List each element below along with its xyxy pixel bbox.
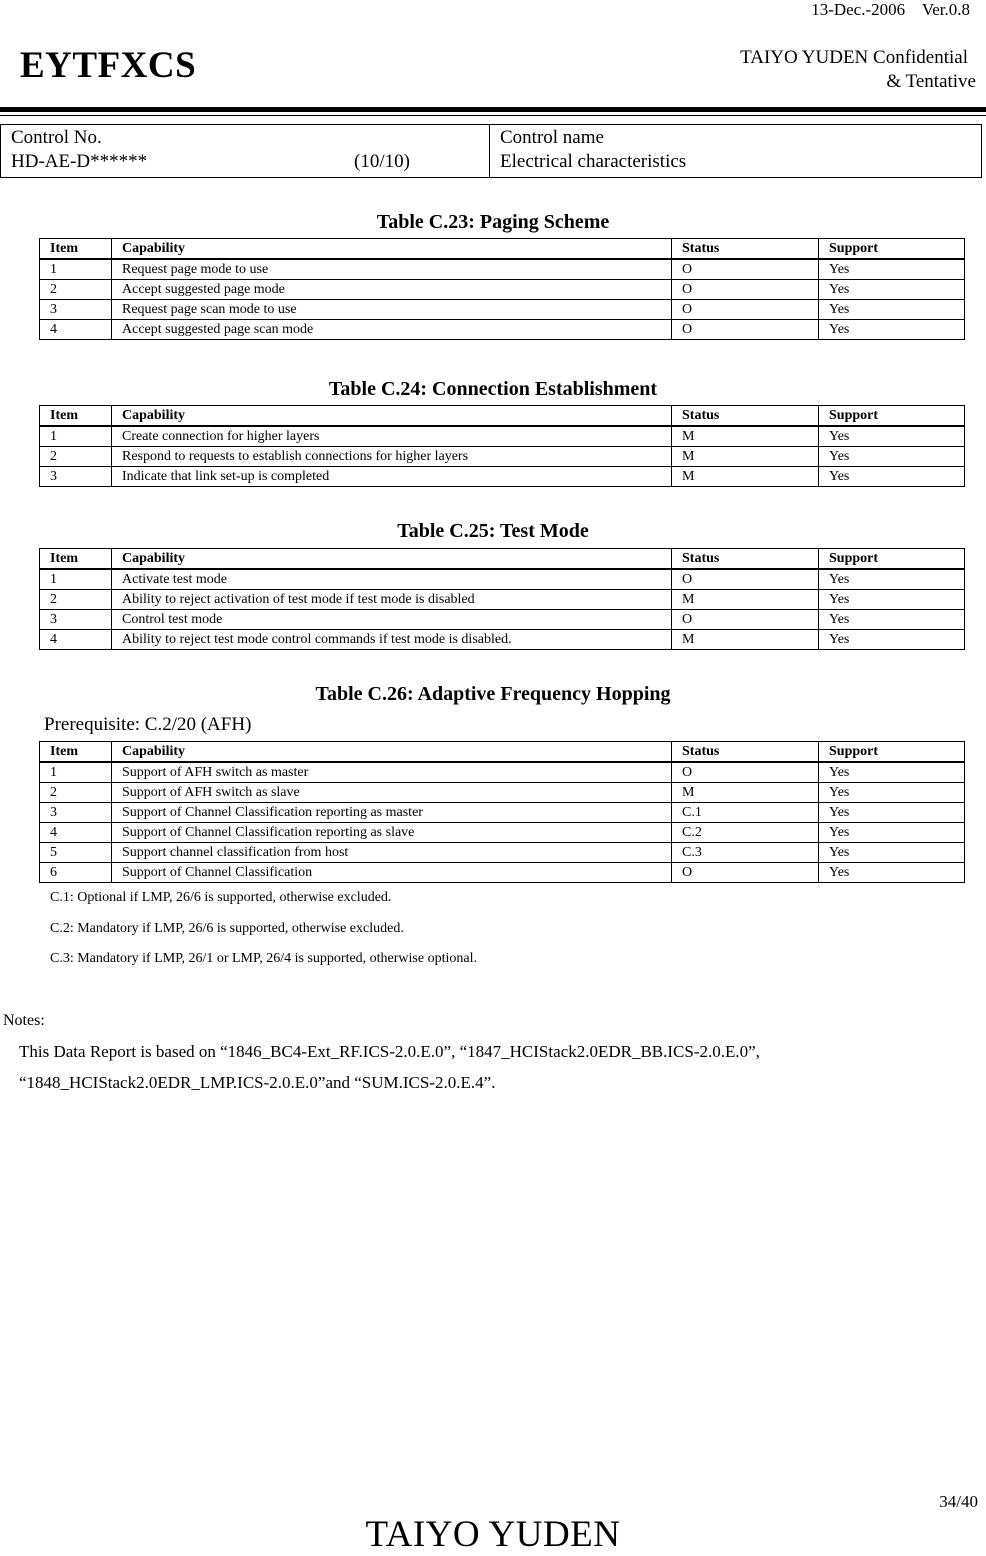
cell-support: Yes bbox=[819, 803, 965, 823]
cell-status: M bbox=[672, 447, 819, 467]
cell-item: 1 bbox=[40, 762, 112, 783]
table-c26-title: Table C.26: Adaptive Frequency Hopping bbox=[315, 683, 671, 705]
cell-capability: Support of AFH switch as slave bbox=[112, 783, 672, 803]
column-header-support: Support bbox=[819, 742, 965, 763]
cell-item: 4 bbox=[40, 630, 112, 650]
cell-capability: Support of Channel Classification reporting as master bbox=[112, 803, 672, 823]
table-c24-title: Table C.24: Connection Establishment bbox=[328, 378, 658, 400]
cell-status: O bbox=[672, 863, 819, 883]
cell-status: O bbox=[672, 259, 819, 280]
cell-status: O bbox=[672, 610, 819, 630]
cell-support: Yes bbox=[819, 630, 965, 650]
column-header-support: Support bbox=[819, 406, 965, 427]
cell-capability: Ability to reject test mode control commands if test mode is disabled. bbox=[112, 630, 672, 650]
cell-support: Yes bbox=[819, 259, 965, 280]
column-header-item: Item bbox=[40, 406, 112, 427]
page-fraction: (10/10) bbox=[354, 151, 410, 172]
table-row bbox=[40, 610, 965, 630]
cell-item: 1 bbox=[40, 569, 112, 590]
cell-status: M bbox=[672, 783, 819, 803]
table-header-row bbox=[40, 406, 965, 427]
table-header-row bbox=[40, 742, 965, 763]
control-number-cell bbox=[1, 125, 490, 177]
cell-capability: Support of Channel Classification reporting as slave bbox=[112, 823, 672, 843]
notes-heading: Notes: bbox=[3, 1012, 45, 1029]
cell-status: O bbox=[672, 762, 819, 783]
table-row bbox=[40, 569, 965, 590]
cell-capability: Activate test mode bbox=[112, 569, 672, 590]
cell-status: O bbox=[672, 320, 819, 340]
table-row bbox=[40, 843, 965, 863]
date-version: 13-Dec.-2006 Ver.0.8 bbox=[811, 0, 970, 19]
table-row bbox=[40, 630, 965, 650]
column-header-capability: Capability bbox=[112, 549, 672, 570]
control-name-value: Electrical characteristics bbox=[500, 151, 687, 172]
cell-support: Yes bbox=[819, 320, 965, 340]
column-header-item: Item bbox=[40, 742, 112, 763]
column-header-item: Item bbox=[40, 239, 112, 260]
cell-item: 4 bbox=[40, 823, 112, 843]
cell-item: 2 bbox=[40, 783, 112, 803]
control-name-label: Control name bbox=[500, 127, 604, 148]
cell-status: C.3 bbox=[672, 843, 819, 863]
cell-item: 3 bbox=[40, 467, 112, 487]
cell-capability: Request page mode to use bbox=[112, 259, 672, 280]
column-header-capability: Capability bbox=[112, 406, 672, 427]
cell-status: M bbox=[672, 590, 819, 610]
cell-support: Yes bbox=[819, 569, 965, 590]
cell-support: Yes bbox=[819, 863, 965, 883]
cell-item: 3 bbox=[40, 803, 112, 823]
footer-company: TAIYO YUDEN bbox=[365, 1514, 621, 1555]
cell-status: M bbox=[672, 630, 819, 650]
table-row bbox=[40, 259, 965, 280]
table-c26 bbox=[39, 741, 965, 883]
cell-status: C.2 bbox=[672, 823, 819, 843]
column-header-status: Status bbox=[672, 239, 819, 260]
table-row bbox=[40, 803, 965, 823]
cell-support: Yes bbox=[819, 467, 965, 487]
header-rule-thick bbox=[0, 107, 986, 112]
column-header-status: Status bbox=[672, 406, 819, 427]
cell-capability: Support channel classification from host bbox=[112, 843, 672, 863]
cell-capability: Control test mode bbox=[112, 610, 672, 630]
table-row bbox=[40, 300, 965, 320]
cell-support: Yes bbox=[819, 783, 965, 803]
cell-status: M bbox=[672, 426, 819, 447]
cell-support: Yes bbox=[819, 447, 965, 467]
cell-capability: Respond to requests to establish connections for higher layers bbox=[112, 447, 672, 467]
cell-status: O bbox=[672, 569, 819, 590]
tentative-label: & Tentative bbox=[886, 71, 976, 92]
table-row bbox=[40, 823, 965, 843]
cell-support: Yes bbox=[819, 610, 965, 630]
column-header-capability: Capability bbox=[112, 742, 672, 763]
table-row bbox=[40, 783, 965, 803]
cell-item: 5 bbox=[40, 843, 112, 863]
cell-item: 2 bbox=[40, 280, 112, 300]
column-header-status: Status bbox=[672, 742, 819, 763]
cell-status: O bbox=[672, 280, 819, 300]
footnote-c3: C.3: Mandatory if LMP, 26/1 or LMP, 26/4 is supported, otherwise optional. bbox=[50, 951, 477, 966]
footnote-c1: C.1: Optional if LMP, 26/6 is supported, otherwise excluded. bbox=[50, 890, 392, 905]
cell-item: 1 bbox=[40, 426, 112, 447]
table-row bbox=[40, 590, 965, 610]
cell-item: 4 bbox=[40, 320, 112, 340]
cell-capability: Indicate that link set-up is completed bbox=[112, 467, 672, 487]
table-c25-title: Table C.25: Test Mode bbox=[397, 520, 589, 542]
table-row bbox=[40, 447, 965, 467]
cell-support: Yes bbox=[819, 762, 965, 783]
table-row bbox=[40, 467, 965, 487]
column-header-support: Support bbox=[819, 549, 965, 570]
cell-support: Yes bbox=[819, 823, 965, 843]
cell-item: 2 bbox=[40, 590, 112, 610]
cell-capability: Support of AFH switch as master bbox=[112, 762, 672, 783]
cell-status: M bbox=[672, 467, 819, 487]
notes-line-2: “1848_HCIStack2.0EDR_LMP.ICS-2.0.E.0”and “SUM.ICS-2.0.E.4”. bbox=[19, 1073, 496, 1092]
table-row bbox=[40, 863, 965, 883]
cell-status: O bbox=[672, 300, 819, 320]
footnote-c2: C.2: Mandatory if LMP, 26/6 is supported, otherwise excluded. bbox=[50, 921, 404, 936]
cell-capability: Create connection for higher layers bbox=[112, 426, 672, 447]
notes-line-1: This Data Report is based on “1846_BC4-Ext_RF.ICS-2.0.E.0”, “1847_HCIStack2.0EDR_BB.ICS-2.0.E.0”, bbox=[19, 1042, 760, 1061]
table-c25 bbox=[39, 548, 965, 650]
table-c23 bbox=[39, 238, 965, 340]
cell-capability: Accept suggested page mode bbox=[112, 280, 672, 300]
column-header-status: Status bbox=[672, 549, 819, 570]
cell-item: 2 bbox=[40, 447, 112, 467]
confidential-label: TAIYO YUDEN Confidential bbox=[740, 47, 968, 68]
cell-capability: Ability to reject activation of test mode if test mode is disabled bbox=[112, 590, 672, 610]
company-logo-text: EYTFXCS bbox=[20, 45, 197, 86]
table-row bbox=[40, 320, 965, 340]
cell-capability: Accept suggested page scan mode bbox=[112, 320, 672, 340]
cell-support: Yes bbox=[819, 590, 965, 610]
table-row bbox=[40, 426, 965, 447]
control-info-box bbox=[0, 124, 982, 178]
table-c23-title: Table C.23: Paging Scheme bbox=[376, 211, 610, 233]
control-no-value: HD-AE-D****** bbox=[11, 151, 148, 172]
column-header-item: Item bbox=[40, 549, 112, 570]
cell-item: 6 bbox=[40, 863, 112, 883]
column-header-capability: Capability bbox=[112, 239, 672, 260]
table-header-row bbox=[40, 239, 965, 260]
cell-item: 1 bbox=[40, 259, 112, 280]
cell-capability: Request page scan mode to use bbox=[112, 300, 672, 320]
table-c26-prerequisite: Prerequisite: C.2/20 (AFH) bbox=[44, 714, 252, 735]
header-rule-thin bbox=[0, 115, 986, 116]
cell-item: 3 bbox=[40, 300, 112, 320]
cell-support: Yes bbox=[819, 843, 965, 863]
cell-status: C.1 bbox=[672, 803, 819, 823]
control-no-label: Control No. bbox=[11, 127, 102, 148]
cell-capability: Support of Channel Classification bbox=[112, 863, 672, 883]
table-row bbox=[40, 762, 965, 783]
page-number: 34/40 bbox=[939, 1492, 978, 1511]
table-header-row bbox=[40, 549, 965, 570]
cell-support: Yes bbox=[819, 280, 965, 300]
table-c24 bbox=[39, 405, 965, 487]
column-header-support: Support bbox=[819, 239, 965, 260]
cell-support: Yes bbox=[819, 426, 965, 447]
table-row bbox=[40, 280, 965, 300]
cell-item: 3 bbox=[40, 610, 112, 630]
cell-support: Yes bbox=[819, 300, 965, 320]
